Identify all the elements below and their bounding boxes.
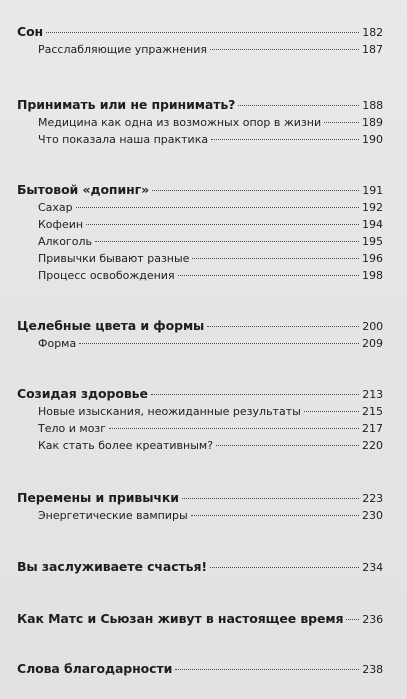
toc-leader bbox=[207, 326, 359, 327]
toc-section-title: Бытовой «допинг» bbox=[17, 182, 150, 197]
toc-leader bbox=[216, 445, 359, 446]
toc-section-mats-susan bbox=[0, 611, 407, 626]
toc-item-title: Сахар bbox=[38, 201, 73, 214]
toc-item-title: Энергетические вампиры bbox=[38, 509, 188, 522]
toc-page-number: 189 bbox=[362, 116, 383, 129]
toc-page-number: 209 bbox=[362, 337, 383, 350]
toc-page-number: 234 bbox=[362, 561, 383, 574]
toc-page-number: 198 bbox=[362, 269, 383, 282]
toc-section-title: Созидая здоровье bbox=[17, 386, 148, 401]
toc-item-title: Что показала наша практика bbox=[38, 133, 209, 146]
toc-leader bbox=[210, 49, 359, 50]
toc-section-medicine bbox=[0, 97, 407, 112]
toc-leader bbox=[238, 105, 359, 106]
toc-page-number: 188 bbox=[362, 99, 383, 112]
toc-item bbox=[0, 116, 407, 129]
toc-item-title: Новые изыскания, неожиданные результаты bbox=[38, 405, 301, 418]
toc-page-number: 236 bbox=[362, 613, 383, 626]
toc-page-number: 200 bbox=[362, 320, 383, 333]
toc-section-son bbox=[0, 24, 407, 39]
toc-leader bbox=[211, 139, 359, 140]
toc-leader bbox=[346, 619, 359, 620]
toc-page-number: 195 bbox=[362, 235, 383, 248]
toc-leader bbox=[86, 224, 359, 225]
toc-page-number: 230 bbox=[362, 509, 383, 522]
toc-item-title: Привычки бывают разные bbox=[38, 252, 190, 265]
toc-leader bbox=[175, 669, 359, 670]
toc-page-number: 220 bbox=[362, 439, 383, 452]
toc-leader bbox=[46, 32, 359, 33]
toc-leader bbox=[304, 411, 359, 412]
toc-item bbox=[0, 422, 407, 435]
toc-item bbox=[0, 235, 407, 248]
toc-section-title: Как Матс и Сьюзан живут в настоящее время bbox=[17, 611, 344, 626]
toc-leader bbox=[192, 258, 359, 259]
toc-page-number: 217 bbox=[362, 422, 383, 435]
toc-leader bbox=[95, 241, 359, 242]
toc-page-number: 194 bbox=[362, 218, 383, 231]
toc-item-title: Как стать более креативным? bbox=[38, 439, 214, 452]
toc-item bbox=[0, 337, 407, 350]
toc-item bbox=[0, 133, 407, 146]
toc-item bbox=[0, 405, 407, 418]
toc-section-thanks bbox=[0, 661, 407, 676]
toc-leader bbox=[178, 275, 359, 276]
toc-leader bbox=[182, 498, 359, 499]
toc-page-number: 196 bbox=[362, 252, 383, 265]
toc-section-title: Сон bbox=[17, 24, 44, 39]
toc-page-number: 191 bbox=[362, 184, 383, 197]
toc-leader bbox=[109, 428, 359, 429]
toc-page-number: 223 bbox=[362, 492, 383, 505]
toc-item bbox=[0, 43, 407, 56]
toc-section-title: Слова благодарности bbox=[17, 661, 173, 676]
toc-page-number: 215 bbox=[362, 405, 383, 418]
toc-page-number: 238 bbox=[362, 663, 383, 676]
toc-item bbox=[0, 439, 407, 452]
toc-leader bbox=[191, 515, 359, 516]
toc-page-number: 192 bbox=[362, 201, 383, 214]
toc-page-number: 187 bbox=[362, 43, 383, 56]
toc-section-health bbox=[0, 386, 407, 401]
toc-page-number: 190 bbox=[362, 133, 383, 146]
toc-leader bbox=[324, 122, 359, 123]
toc-section-changes bbox=[0, 490, 407, 505]
toc-section-title: Принимать или не принимать? bbox=[17, 97, 236, 112]
toc-section-title: Перемены и привычки bbox=[17, 490, 179, 505]
toc-leader bbox=[210, 567, 359, 568]
toc-item bbox=[0, 252, 407, 265]
toc-item-title: Тело и мозг bbox=[38, 422, 107, 435]
toc-section-title: Целебные цвета и формы bbox=[17, 318, 205, 333]
toc-item-title: Расслабляющие упражнения bbox=[38, 43, 207, 56]
toc-item-title: Форма bbox=[38, 337, 77, 350]
toc-item-title: Медицина как одна из возможных опор в жизни bbox=[38, 116, 322, 129]
toc-page-number: 213 bbox=[362, 388, 383, 401]
toc-item bbox=[0, 201, 407, 214]
toc-leader bbox=[152, 190, 359, 191]
toc-item-title: Кофеин bbox=[38, 218, 84, 231]
toc-leader bbox=[76, 207, 359, 208]
toc-page-number: 182 bbox=[362, 26, 383, 39]
toc-item-title: Алкоголь bbox=[38, 235, 92, 248]
toc-section-doping bbox=[0, 182, 407, 197]
toc-item bbox=[0, 269, 407, 282]
toc-leader bbox=[151, 394, 359, 395]
toc-item-title: Процесс освобождения bbox=[38, 269, 175, 282]
toc-section-title: Вы заслуживаете счастья! bbox=[17, 559, 208, 574]
toc-leader bbox=[79, 343, 359, 344]
toc-item bbox=[0, 218, 407, 231]
toc-item bbox=[0, 509, 407, 522]
toc-section-colors bbox=[0, 318, 407, 333]
toc-section-happiness bbox=[0, 559, 407, 574]
